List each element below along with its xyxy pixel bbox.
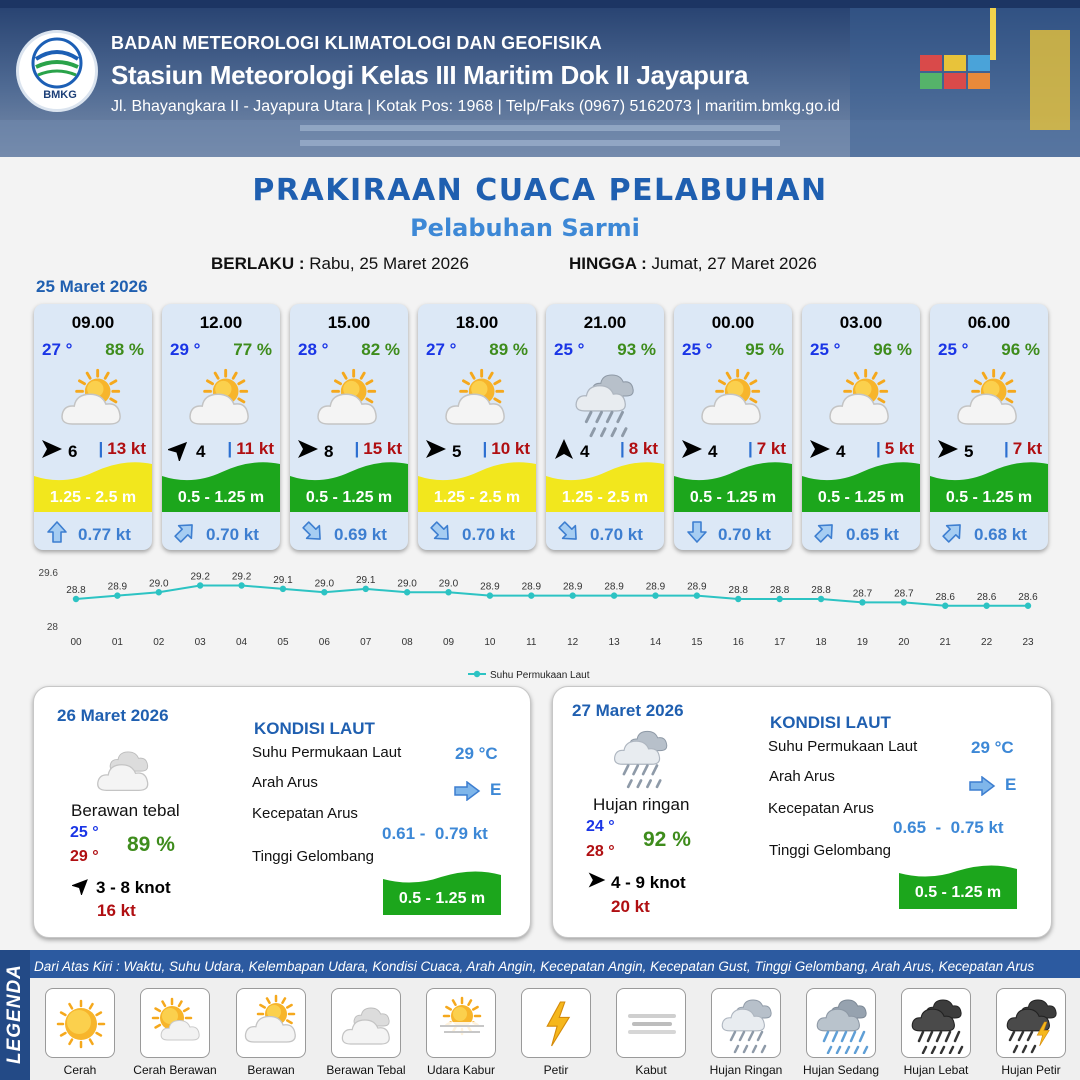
- current: [300, 519, 387, 550]
- forecast-time: 18.00: [455, 313, 499, 332]
- chart-legend-label: Suhu Permukaan Laut: [490, 670, 590, 681]
- air-temperature: 29 °: [170, 340, 201, 359]
- gust: | 11 kt: [227, 439, 274, 458]
- valid-from-value: Rabu, 25 Maret 2026: [309, 254, 469, 273]
- day-wind: [72, 875, 171, 900]
- lightning-icon: [521, 988, 591, 1058]
- day-temp-min: 24 °: [586, 818, 615, 835]
- sea-condition-title: KONDISI LAUT: [254, 719, 375, 738]
- wave-label: Tinggi Gelombang: [252, 848, 375, 865]
- humidity: 95 %: [745, 340, 784, 359]
- sst-point: [73, 596, 79, 602]
- x-tick-label: 17: [774, 637, 786, 648]
- current-direction-icon: [428, 519, 454, 550]
- sst-data-label: 28.7: [894, 588, 914, 600]
- sst-point: [404, 589, 410, 595]
- current-speed: 0.69 kt: [334, 524, 387, 544]
- sst-point: [114, 592, 120, 598]
- sst-point: [818, 596, 824, 602]
- x-tick-label: 19: [856, 637, 868, 648]
- air-temperature: 25 °: [810, 340, 841, 359]
- day-condition: Hujan ringan: [593, 795, 690, 814]
- valid-from: [211, 254, 469, 274]
- sst-point: [776, 596, 782, 602]
- sst-data-label: 28.9: [521, 581, 542, 593]
- current-speed-label: Kecepatan Arus: [768, 800, 874, 817]
- agency-name: BADAN METEOROLOGI KLIMATOLOGI DAN GEOFISIKA: [111, 33, 602, 53]
- legend-item-label: Petir: [543, 1063, 569, 1077]
- current: [428, 519, 515, 550]
- wave-height: 0.5 - 1.25 m: [305, 489, 393, 506]
- forecast-card: [930, 304, 1048, 550]
- wind-speed: 5: [452, 441, 462, 461]
- sst-point: [694, 592, 700, 598]
- current: [812, 519, 899, 550]
- humidity: 88 %: [105, 340, 144, 359]
- x-tick-label: 15: [691, 637, 703, 648]
- overcast-icon: [331, 988, 401, 1058]
- forecast-time: 00.00: [711, 313, 755, 332]
- wind-direction-icon: [72, 875, 92, 900]
- sst-point: [363, 586, 369, 592]
- station-name: Stasiun Meteorologi Kelas III Maritim Dok II Jayapura: [111, 60, 749, 90]
- wave-height: 0.5 - 1.25 m: [817, 489, 905, 506]
- port-name: Pelabuhan Sarmi: [410, 214, 640, 242]
- x-tick-label: 08: [401, 637, 413, 648]
- x-tick-label: 16: [732, 637, 744, 648]
- valid-to-label: HINGGA :: [569, 254, 647, 273]
- forecast-card: [674, 304, 792, 550]
- air-temperature: 28 °: [298, 340, 329, 359]
- forecast-card: [290, 304, 408, 550]
- current-direction-icon: [812, 519, 838, 550]
- gust-speed: 7 kt: [1012, 439, 1042, 458]
- sst-point: [652, 592, 658, 598]
- current-direction-icon: [300, 519, 326, 550]
- wind-speed: 4: [196, 441, 206, 461]
- sst-data-label: 28.8: [66, 585, 86, 596]
- current-direction-value: E: [490, 780, 502, 799]
- current-direction-icon: [556, 519, 582, 550]
- sst-data-label: 29.1: [273, 574, 293, 586]
- sst-data-label: 29.1: [356, 574, 376, 586]
- sst-point: [445, 589, 451, 595]
- wave-height: 1.25 - 2.5 m: [561, 489, 649, 506]
- gust: | 15 kt: [354, 439, 402, 458]
- sst-data-label: 29.0: [314, 578, 335, 590]
- current-direction-label: Arah Arus: [252, 774, 318, 791]
- day-wind-speed: 4 - 9 knot: [611, 872, 686, 892]
- x-tick-label: 07: [360, 637, 372, 648]
- legend-item-label: Hujan Petir: [1001, 1063, 1061, 1077]
- sst-data-label: 28.6: [935, 591, 955, 603]
- sst-point: [859, 599, 865, 605]
- sea-condition-title: KONDISI LAUT: [770, 713, 891, 732]
- air-temperature: 25 °: [682, 340, 713, 359]
- current-direction-label: Arah Arus: [769, 768, 835, 785]
- air-temperature: 27 °: [426, 340, 457, 359]
- wind-speed: 8: [324, 441, 334, 461]
- day-gust: 20 kt: [611, 897, 650, 916]
- day-humidity: 89 %: [127, 833, 175, 856]
- sst-data-label: 29.2: [231, 571, 252, 583]
- bmkg-logo: [16, 30, 98, 112]
- day-temp-max: 29 °: [70, 848, 99, 865]
- x-tick-label: 09: [442, 637, 455, 648]
- sst-point: [197, 582, 203, 588]
- sst-data-label: 29.2: [190, 571, 210, 583]
- day-date: 26 Maret 2026: [57, 706, 169, 725]
- sst-data-label: 29.0: [149, 578, 169, 590]
- wave-value: 0.5 - 1.25 m: [914, 884, 1002, 901]
- gust-speed: 5 kt: [884, 439, 914, 458]
- sst-data-label: 28.9: [480, 581, 500, 593]
- sst-point: [321, 589, 327, 595]
- forecast-card: [802, 304, 920, 550]
- sst-data-label: 28.6: [1018, 591, 1038, 603]
- overcast-icon: [92, 737, 156, 806]
- sst-data-label: 28.9: [687, 581, 707, 593]
- day-panel-1: [33, 686, 531, 938]
- legend-item-label: Cerah: [63, 1063, 97, 1077]
- current-speed: 0.77 kt: [78, 524, 131, 544]
- fog-icon: [616, 988, 686, 1058]
- legend-item-label: Hujan Lebat: [903, 1063, 969, 1077]
- x-tick-label: 22: [981, 637, 993, 648]
- current-direction-value: E: [1005, 775, 1017, 794]
- valid-from-label: BERLAKU :: [211, 254, 305, 273]
- wind-speed: 6: [68, 441, 78, 461]
- x-tick-label: 02: [153, 637, 165, 648]
- gust: | 10 kt: [482, 439, 530, 458]
- forecast-time: 09.00: [71, 313, 115, 332]
- sst-point: [901, 599, 907, 605]
- partly-cloudy-icon: [698, 368, 768, 428]
- legend-item-label: Berawan: [247, 1063, 295, 1077]
- y-tick-label: 29.6: [38, 568, 58, 579]
- current-speed: 0.68 kt: [974, 524, 1027, 544]
- humidity: 77 %: [233, 340, 272, 359]
- sst-data-label: 28.9: [562, 581, 583, 593]
- gust: | 13 kt: [98, 439, 146, 458]
- humidity: 96 %: [873, 340, 912, 359]
- x-tick-label: 21: [939, 637, 951, 648]
- wave-height: 0.5 - 1.25 m: [177, 489, 265, 506]
- light-rain-icon: [609, 725, 673, 794]
- sst-label: Suhu Permukaan Laut: [252, 744, 402, 761]
- sst-chart: [0, 560, 1080, 685]
- gust-speed: 8 kt: [628, 439, 658, 458]
- sst-data-label: 29.0: [397, 578, 417, 590]
- valid-to-value: Jumat, 27 Maret 2026: [651, 254, 817, 273]
- sst-point: [611, 592, 617, 598]
- sst-point: [528, 592, 534, 598]
- forecast-time: 06.00: [967, 313, 1011, 332]
- current-direction-icon: [172, 519, 198, 550]
- partly-cloudy-icon: [442, 368, 512, 428]
- thunderstorm-icon: [996, 988, 1066, 1058]
- sst-point: [735, 596, 741, 602]
- y-tick-label: 28: [46, 622, 58, 633]
- current-speed: 0.65 kt: [846, 524, 899, 544]
- partly-cloudy-icon: [186, 368, 256, 428]
- day-date: 27 Maret 2026: [572, 701, 684, 720]
- humidity: 93 %: [617, 340, 656, 359]
- day-wind: [587, 870, 686, 895]
- logo-label: BMKG: [43, 89, 77, 101]
- legend-item-label: Hujan Sedang: [802, 1063, 880, 1077]
- x-tick-label: 13: [608, 637, 620, 648]
- sst-point: [942, 603, 948, 609]
- gust: | 7 kt: [1003, 439, 1042, 458]
- day-temp-max: 28 °: [586, 843, 615, 860]
- current-direction-icon: [940, 519, 966, 550]
- air-temperature: 27 °: [42, 340, 73, 359]
- day-gust: 16 kt: [97, 901, 136, 920]
- current: [556, 519, 643, 550]
- current-arrow-icon: [453, 781, 481, 806]
- x-tick-label: 14: [649, 637, 662, 648]
- sst-point: [238, 582, 244, 588]
- sst-value: 29 °C: [971, 738, 1014, 757]
- x-tick-label: 18: [815, 637, 827, 648]
- partly-cloudy-icon: [58, 368, 128, 428]
- wave-height: 0.5 - 1.25 m: [945, 489, 1033, 506]
- partly-cloudy-icon: [826, 368, 896, 428]
- sst-data-label: 28.8: [811, 585, 831, 596]
- humidity: 96 %: [1001, 340, 1040, 359]
- sst-line: [76, 586, 1028, 606]
- gust-speed: 10 kt: [491, 439, 530, 458]
- light-rain-icon: [570, 368, 640, 428]
- partly-cloudy-icon: [236, 988, 306, 1058]
- day-condition: Berawan tebal: [71, 801, 180, 820]
- legend-side-tab: [0, 950, 30, 1080]
- legend-item-label: Kabut: [635, 1063, 667, 1077]
- sst-point: [487, 592, 493, 598]
- sst-data-label: 28.9: [107, 581, 128, 593]
- bmkg-emblem-icon: [16, 33, 98, 93]
- sst-point: [280, 586, 286, 592]
- gust-speed: 15 kt: [363, 439, 402, 458]
- x-tick-label: 05: [277, 637, 289, 648]
- wave-height: 1.25 - 2.5 m: [433, 489, 521, 506]
- wind-speed: 4: [708, 441, 718, 461]
- x-tick-label: 20: [898, 637, 910, 648]
- header-banner: [0, 0, 1080, 157]
- current: [684, 519, 771, 550]
- current-speed: 0.70 kt: [462, 524, 515, 544]
- day-panel-2: [552, 686, 1052, 938]
- current: [44, 519, 131, 550]
- legend-marker-icon: [474, 671, 480, 677]
- sst-point: [569, 592, 575, 598]
- valid-to: [569, 254, 817, 274]
- forecast-time: 21.00: [583, 313, 627, 332]
- legend-note: Dari Atas Kiri : Waktu, Suhu Udara, Kelembapan Udara, Kondisi Cuaca, Arah Angin, Kecepatan Angin, Kecepatan Gust, Tinggi Gelombang, Arah Arus, Kecepatan Arus: [34, 959, 1035, 974]
- current-speed: 0.70 kt: [206, 524, 259, 544]
- current-speed: 0.70 kt: [590, 524, 643, 544]
- current-speed-value: 0.65 - 0.75 kt: [893, 818, 1004, 837]
- legend-item-label: Hujan Ringan: [709, 1063, 783, 1077]
- sst-data-label: 28.7: [852, 588, 873, 600]
- current-direction-icon: [684, 519, 710, 550]
- wind-speed: 4: [580, 441, 590, 461]
- humidity: 82 %: [361, 340, 400, 359]
- air-temperature: 25 °: [938, 340, 969, 359]
- legend-item-label: Udara Kabur: [426, 1063, 496, 1077]
- x-tick-label: 12: [567, 637, 579, 648]
- wave-label: Tinggi Gelombang: [769, 842, 892, 859]
- legend-item-label: Berawan Tebal: [326, 1063, 406, 1077]
- wind-speed: 5: [964, 441, 974, 461]
- page-title: PRAKIRAAN CUACA PELABUHAN: [252, 173, 828, 208]
- wind-direction-icon: [587, 870, 607, 895]
- sst-data-label: 29.0: [438, 578, 459, 590]
- forecast-card: [34, 304, 152, 550]
- current-speed: 0.70 kt: [718, 524, 771, 544]
- haze-icon: [426, 988, 496, 1058]
- wind-speed: 4: [836, 441, 846, 461]
- current: [940, 519, 1027, 550]
- gust: | 7 kt: [747, 439, 786, 458]
- forecast-card: [546, 304, 664, 550]
- x-tick-label: 10: [484, 637, 496, 648]
- x-tick-label: 11: [526, 637, 537, 648]
- day-wind-speed: 3 - 8 knot: [96, 877, 171, 897]
- partly-cloudy-icon: [954, 368, 1024, 428]
- sst-label: Suhu Permukaan Laut: [768, 738, 918, 755]
- sst-point: [983, 603, 989, 609]
- forecast-time: 12.00: [199, 313, 243, 332]
- x-tick-label: 00: [70, 637, 82, 648]
- current-direction-icon: [44, 519, 70, 550]
- gust-speed: 7 kt: [756, 439, 786, 458]
- current: [172, 519, 259, 550]
- forecast-card: [162, 304, 280, 550]
- forecast-time: 15.00: [327, 313, 371, 332]
- x-tick-label: 03: [194, 637, 206, 648]
- sst-data-label: 28.9: [604, 581, 624, 593]
- wave-height: 0.5 - 1.25 m: [689, 489, 777, 506]
- partly-cloudy-icon: [314, 368, 384, 428]
- air-temperature: 25 °: [554, 340, 585, 359]
- x-tick-label: 01: [111, 637, 123, 648]
- humidity: 89 %: [489, 340, 528, 359]
- wave-value: 0.5 - 1.25 m: [398, 890, 486, 907]
- sst-data-label: 28.8: [728, 585, 748, 596]
- forecast-time: 03.00: [839, 313, 883, 332]
- sst-data-label: 28.6: [976, 591, 997, 603]
- x-tick-label: 04: [236, 637, 248, 648]
- sst-point: [156, 589, 162, 595]
- day-humidity: 92 %: [643, 828, 691, 851]
- legend-title: LEGENDA: [4, 964, 25, 1064]
- x-tick-label: 06: [318, 637, 330, 648]
- forecast-card: [418, 304, 536, 550]
- gust-speed: 11 kt: [236, 439, 274, 458]
- station-address: Jl. Bhayangkara II - Jayapura Utara | Kotak Pos: 1968 | Telp/Faks (0967) 5162073 | maritim.bmkg.go.id: [111, 98, 840, 115]
- current-arrow-icon: [968, 776, 996, 801]
- mostly-sunny-icon: [140, 988, 210, 1058]
- gust: | 8 kt: [619, 439, 658, 458]
- wave-height: 1.25 - 2.5 m: [49, 489, 137, 506]
- gust: | 5 kt: [875, 439, 914, 458]
- sst-data-label: 28.8: [769, 585, 790, 596]
- forecast-date: 25 Maret 2026: [36, 277, 148, 296]
- heavy-rain-icon: [901, 988, 971, 1058]
- current-speed-value: 0.61 - 0.79 kt: [382, 824, 488, 843]
- sst-value: 29 °C: [455, 744, 498, 763]
- x-tick-label: 23: [1022, 637, 1034, 648]
- legend-item-label: Cerah Berawan: [133, 1063, 217, 1077]
- sunny-icon: [45, 988, 115, 1058]
- gust-speed: 13 kt: [107, 439, 146, 458]
- sst-point: [1025, 603, 1031, 609]
- sst-data-label: 28.9: [645, 581, 666, 593]
- moderate-rain-icon: [806, 988, 876, 1058]
- day-temp-min: 25 °: [70, 824, 99, 841]
- current-speed-label: Kecepatan Arus: [252, 805, 358, 822]
- light-rain-icon: [711, 988, 781, 1058]
